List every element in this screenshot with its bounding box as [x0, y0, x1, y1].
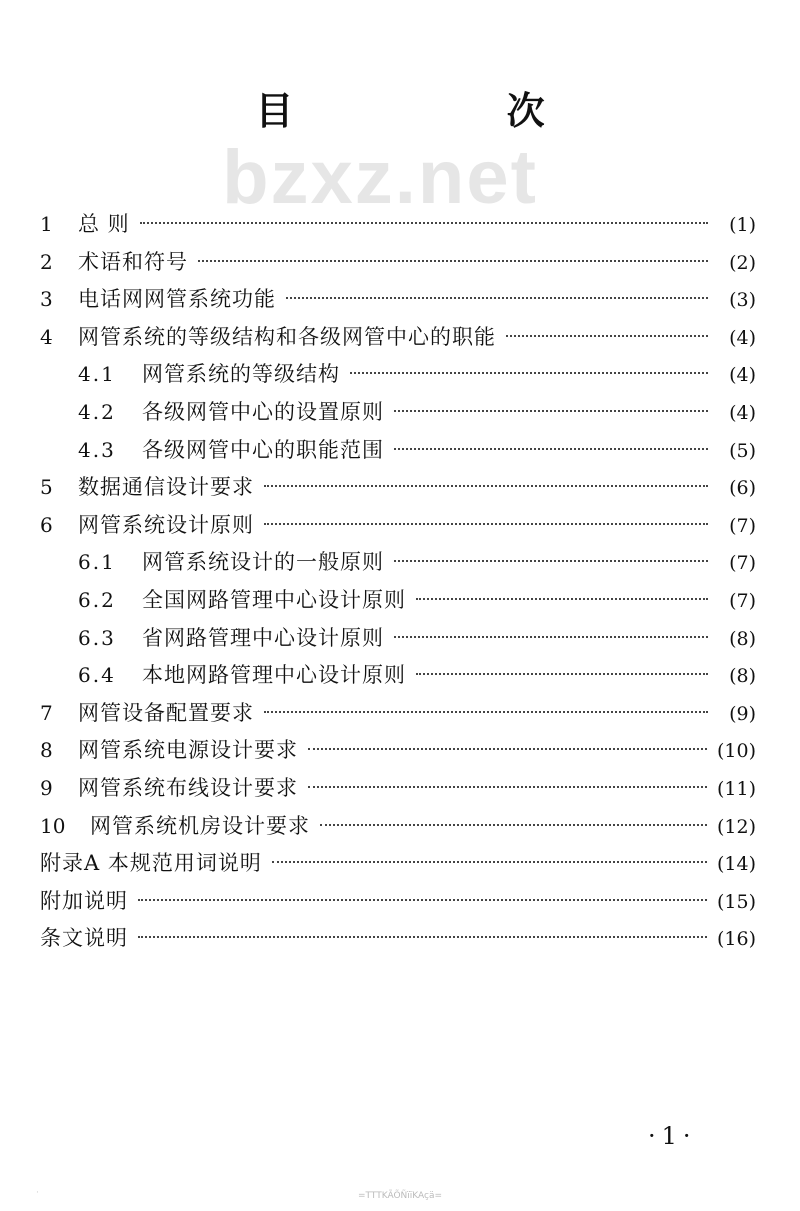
toc-entry-number: 4.3	[78, 437, 116, 462]
toc-entry-number: 6.3	[78, 625, 116, 650]
watermark: bzxz.net	[222, 135, 538, 220]
toc-entry-page: (8)	[729, 665, 756, 688]
toc-entry-number: 6.2	[78, 587, 116, 612]
toc-entry	[40, 281, 756, 319]
toc-entry	[40, 732, 756, 770]
dot-leader	[394, 560, 708, 562]
dot-leader	[320, 824, 707, 826]
toc-entry-title: 网管系统的等级结构和各级网管中心的职能	[78, 324, 496, 349]
dot-leader	[138, 936, 707, 938]
toc-entry-title: 网管系统的等级结构	[142, 362, 340, 387]
page-title: 目 次	[255, 89, 645, 133]
toc-entry-title: 各级网管中心的职能范围	[142, 437, 384, 462]
toc-entry	[40, 883, 756, 921]
toc-entry-number: 1	[40, 212, 53, 236]
toc-entry-page: (8)	[729, 627, 756, 650]
dot-leader	[140, 222, 708, 224]
dot-leader	[394, 448, 708, 450]
toc-entry-number: 6.1	[78, 550, 116, 575]
toc-entry-number: 5	[40, 475, 53, 500]
toc-entry-page: (15)	[716, 890, 756, 913]
toc-entry-page: (11)	[716, 777, 756, 800]
dot-leader	[198, 260, 708, 262]
toc-entry	[40, 657, 756, 695]
toc-entry-page: (14)	[716, 853, 756, 876]
toc-entry-title: 网管设备配置要求	[78, 700, 254, 725]
toc-entry-title: 网管系统设计原则	[78, 512, 254, 537]
toc-entry	[40, 808, 756, 846]
toc-entry-number: 8	[40, 738, 53, 763]
toc-entry-title: 各级网管中心的设置原则	[142, 399, 384, 424]
toc-entry-page: (6)	[729, 477, 756, 500]
toc-entry-title: 数据通信设计要求	[78, 475, 254, 500]
dot-leader	[416, 598, 708, 600]
toc-entry	[40, 432, 756, 470]
dot-leader	[394, 410, 708, 412]
toc-entry-title: 网管系统机房设计要求	[90, 813, 310, 838]
toc-entry-title: 网管系统设计的一般原则	[142, 550, 384, 575]
dot-leader	[264, 523, 708, 525]
toc-entry-title: 总 则	[78, 212, 130, 236]
toc-entry-number: 4	[40, 324, 53, 349]
toc-entry-title: 网管系统布线设计要求	[78, 775, 298, 800]
toc-entry	[40, 582, 756, 620]
toc-entry-page: (7)	[729, 514, 756, 537]
toc-entry-number: 7	[40, 700, 53, 725]
toc-entry-title: 全国网路管理中心设计原则	[142, 587, 406, 612]
dot-leader	[394, 636, 708, 638]
toc-entry	[40, 244, 756, 282]
dot-leader	[308, 786, 707, 788]
toc-entry-number: 2	[40, 249, 53, 274]
toc-entry-page: (7)	[729, 589, 756, 612]
toc-entry-page: (3)	[729, 289, 756, 312]
toc-entry-page: (1)	[729, 214, 756, 236]
dot-leader	[506, 335, 708, 337]
toc-entry	[40, 920, 756, 958]
dot-leader	[138, 899, 707, 901]
toc-entry-page: (12)	[716, 815, 756, 838]
toc-entry-title: 网管系统电源设计要求	[78, 738, 298, 763]
toc-entry-page: (2)	[729, 251, 756, 274]
table-of-contents	[40, 206, 756, 958]
toc-entry	[40, 394, 756, 432]
toc-entry-number: 6	[40, 512, 53, 537]
toc-entry-title: 术语和符号	[78, 249, 188, 274]
toc-entry	[40, 845, 756, 883]
toc-entry	[40, 695, 756, 733]
toc-entry	[40, 206, 756, 244]
toc-entry-page: (10)	[716, 740, 756, 763]
toc-entry-page: (7)	[729, 552, 756, 575]
toc-entry	[40, 469, 756, 507]
toc-entry-number: 6.4	[78, 663, 116, 688]
toc-entry-number: 3	[40, 287, 53, 312]
dot-leader	[350, 372, 708, 374]
toc-entry-title: 条文说明	[40, 926, 128, 951]
toc-entry-number: 4.2	[78, 399, 116, 424]
toc-entry-page: (5)	[729, 439, 756, 462]
toc-entry-page: (16)	[716, 928, 756, 951]
dot-leader	[286, 297, 708, 299]
toc-entry	[40, 507, 756, 545]
toc-entry	[40, 356, 756, 394]
toc-entry-number: 9	[40, 775, 53, 800]
toc-entry-number: 10	[40, 813, 66, 838]
toc-entry-number: 4.1	[78, 362, 116, 387]
toc-entry-title: 本地网路管理中心设计原则	[142, 663, 406, 688]
scan-mark: ·	[36, 1188, 39, 1198]
toc-entry-title: 附录A 本规范用词说明	[40, 851, 262, 876]
toc-entry	[40, 544, 756, 582]
toc-entry-page: (4)	[729, 364, 756, 387]
dot-leader	[264, 711, 708, 713]
dot-leader	[416, 673, 708, 675]
toc-entry	[40, 620, 756, 658]
toc-entry-page: (4)	[729, 326, 756, 349]
toc-entry-title: 附加说明	[40, 888, 128, 913]
dot-leader	[308, 748, 707, 750]
scan-footer: =TTTKÃÕÑïïKAçä=	[357, 1191, 443, 1201]
page-number: ·1·	[648, 1122, 697, 1150]
toc-entry-title: 省网路管理中心设计原则	[142, 625, 384, 650]
dot-leader	[264, 485, 708, 487]
toc-entry	[40, 770, 756, 808]
toc-entry-title: 电话网网管系统功能	[78, 287, 276, 312]
dot-leader	[272, 861, 707, 863]
toc-entry	[40, 319, 756, 357]
toc-entry-page: (9)	[729, 702, 756, 725]
toc-entry-page: (4)	[729, 401, 756, 424]
